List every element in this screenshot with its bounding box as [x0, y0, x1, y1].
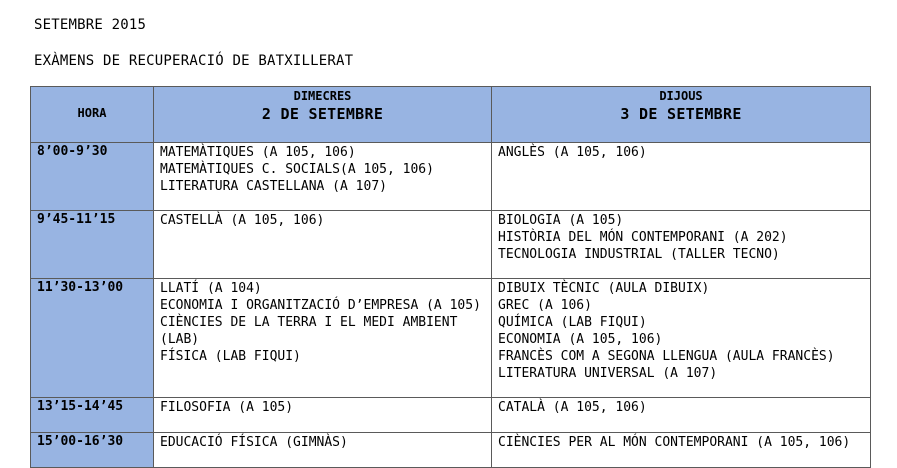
exam-entry: FRANCÈS COM A SEGONA LLENGUA (AULA FRANCÈS): [498, 349, 835, 364]
exam-entry: ANGLÈS (A 105, 106): [498, 145, 647, 160]
day2-exams: [492, 398, 871, 433]
exam-entry: GREC (A 106): [498, 298, 592, 313]
exam-entry: HISTÒRIA DEL MÓN CONTEMPORANI (A 202): [498, 230, 788, 245]
day2-date: 3 DE SETEMBRE: [620, 105, 742, 123]
exam-entry: LITERATURA UNIVERSAL (A 107): [498, 366, 718, 381]
exam-entry: LLATÍ (A 104): [160, 281, 262, 296]
exam-entry: MATEMÀTIQUES C. SOCIALS(A 105, 106): [160, 162, 434, 177]
day2-exams: [492, 143, 871, 211]
table-row: [31, 279, 871, 398]
day1-exams: [154, 143, 492, 211]
exam-entry: (LAB): [160, 332, 200, 347]
day1-exams: [154, 211, 492, 279]
exam-entry: LITERATURA CASTELLANA (A 107): [160, 179, 387, 194]
day1-exams: [154, 279, 492, 398]
time-slot: 8’00-9’30: [31, 143, 154, 211]
exam-schedule-table: [30, 86, 871, 468]
exam-entry: QUÍMICA (LAB FIQUI): [498, 315, 647, 330]
exam-entry: ECONOMIA I ORGANITZACIÓ D’EMPRESA (A 105): [160, 298, 481, 313]
exam-entry: CATALÀ (A 105, 106): [498, 400, 647, 415]
exam-entry: CIÈNCIES DE LA TERRA I EL MEDI AMBIENT: [160, 315, 458, 330]
exam-entry: TECNOLOGIA INDUSTRIAL (TALLER TECNO): [498, 247, 780, 262]
time-slot: 13’15-14’45: [31, 398, 154, 433]
table-row: [31, 211, 871, 279]
day1-name: DIMECRES: [293, 89, 352, 103]
time-slot: 15’00-16’30: [31, 433, 154, 468]
day1-header: [154, 87, 492, 143]
exam-entry: CASTELLÀ (A 105, 106): [160, 213, 325, 228]
day2-header: [492, 87, 871, 143]
table-row: [31, 143, 871, 211]
exam-entry: FÍSICA (LAB FIQUI): [160, 349, 301, 364]
exam-entry: CIÈNCIES PER AL MÓN CONTEMPORANI (A 105, 106): [498, 435, 851, 450]
day1-exams: [154, 398, 492, 433]
day2-name: DIJOUS: [659, 89, 703, 103]
table-row: [31, 433, 871, 468]
hora-header: HORA: [31, 87, 154, 143]
document-title: EXÀMENS DE RECUPERACIÓ DE BATXILLERAT: [34, 53, 354, 69]
day2-exams: [492, 433, 871, 468]
exam-entry: ECONOMIA (A 105, 106): [498, 332, 663, 347]
time-slot: 11’30-13’00: [31, 279, 154, 398]
exam-entry: EDUCACIÓ FÍSICA (GIMNÀS): [160, 435, 348, 450]
day1-exams: [154, 433, 492, 468]
exam-entry: FILOSOFIA (A 105): [160, 400, 294, 415]
day2-exams: [492, 211, 871, 279]
exam-entry: MATEMÀTIQUES (A 105, 106): [160, 145, 356, 160]
document-month-heading: SETEMBRE 2015: [34, 17, 147, 33]
day1-date: 2 DE SETEMBRE: [261, 105, 384, 123]
exam-entry: DIBUIX TÈCNIC (AULA DIBUIX): [498, 281, 710, 296]
table-row: [31, 398, 871, 433]
time-slot: 9’45-11’15: [31, 211, 154, 279]
day2-exams: [492, 279, 871, 398]
table-header-row: [31, 87, 871, 143]
exam-entry: BIOLOGIA (A 105): [498, 213, 624, 228]
